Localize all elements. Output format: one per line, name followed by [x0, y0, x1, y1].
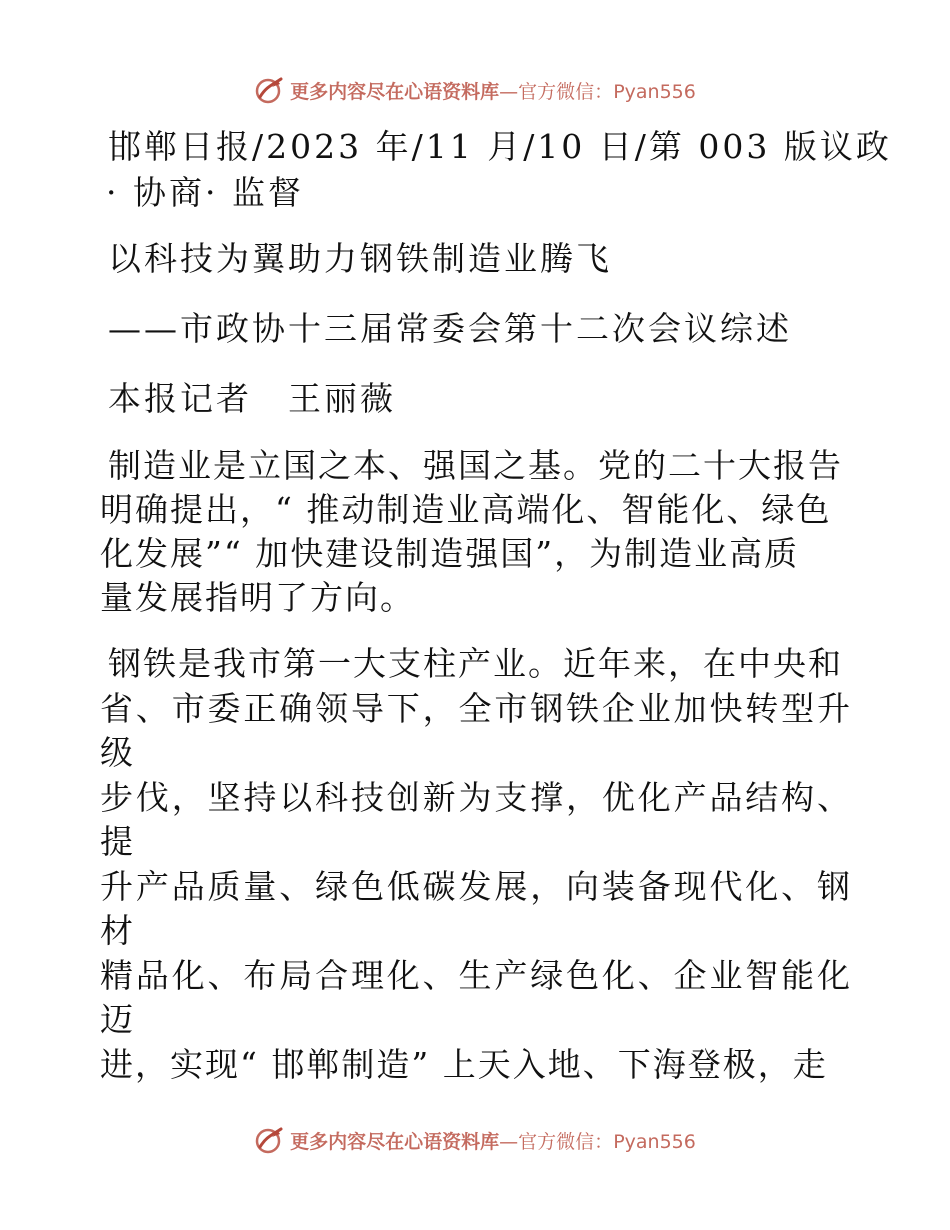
banner-dash: — [499, 80, 519, 103]
paragraph-line: 步伐，坚持以科技创新为支撑，优化产品结构、提 [100, 777, 852, 861]
paragraph-line: 钢铁是我市第一大支柱产业。近年来，在中央和 [108, 644, 843, 683]
banner-wechat-label: 官方微信： [518, 1130, 614, 1153]
paragraph-line: 精品化、布局合理化、生产绿色化、企业智能化迈 [100, 955, 852, 1039]
banner-text [290, 1127, 696, 1154]
banner-wechat-id: Pyan556 [613, 80, 696, 103]
banner-dash: — [499, 1130, 519, 1153]
article-byline: 本报记者 王丽薇 [108, 379, 396, 418]
paragraph-line: 化发展”“ 加快建设制造强国”，为制造业高质 [100, 534, 800, 573]
paragraph-line: 量发展指明了方向。 [100, 578, 415, 617]
paragraph-line: 省、市委正确领导下，全市钢铁企业加快转型升级 [100, 688, 852, 772]
article-title: 以科技为翼助力钢铁制造业腾飞 [108, 239, 612, 278]
pen-swirl-logo-icon [254, 1125, 284, 1155]
header-banner [0, 70, 950, 110]
source-line-continued: · 协商· 监督 [106, 173, 304, 212]
banner-wechat-label: 官方微信： [518, 80, 614, 103]
paragraph-line: 升产品质量、绿色低碳发展，向装备现代化、钢材 [100, 866, 852, 950]
banner-wechat-id: Pyan556 [613, 1130, 696, 1153]
paragraph-1 [100, 444, 852, 620]
banner-text [290, 77, 696, 104]
pen-swirl-logo-icon [254, 75, 284, 105]
footer-banner [0, 1120, 950, 1160]
paragraph-line: 制造业是立国之本、强国之基。党的二十大报告 [108, 446, 843, 485]
banner-main-text: 更多内容尽在心语资料库 [290, 80, 500, 103]
paragraph-2 [100, 642, 852, 1087]
paragraph-line: 明确提出，“ 推动制造业高端化、智能化、绿色 [100, 490, 832, 529]
document-body [100, 124, 892, 1087]
paragraph-line: 进，实现“ 邯郸制造” 上天入地、下海登极，走 [100, 1044, 828, 1084]
article-subtitle: ——市政协十三届常委会第十二次会议综述 [108, 309, 792, 348]
banner-main-text: 更多内容尽在心语资料库 [290, 1130, 500, 1153]
source-line: 邯郸日报/2023 年/11 月/10 日/第 003 版议政 [108, 127, 892, 166]
